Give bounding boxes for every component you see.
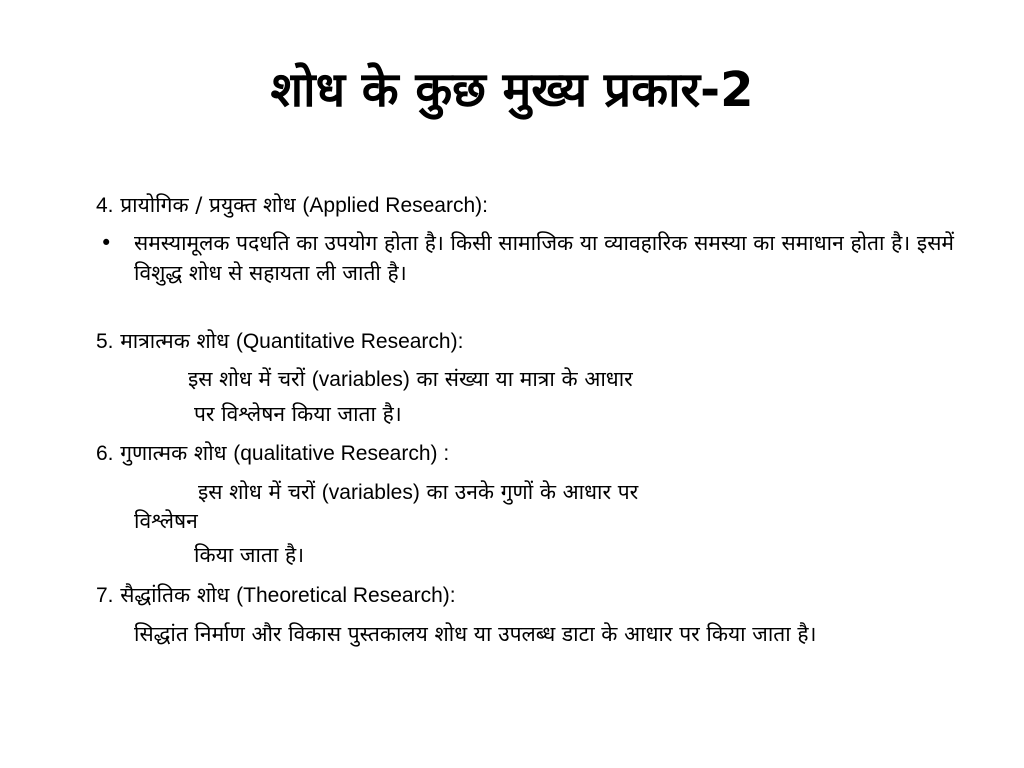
- section-7-name-hi: सैद्धांतिक शोध: [120, 583, 230, 607]
- section-6-line-1-pre: इस शोध में चरों: [198, 480, 316, 504]
- section-5-line-1-pre: इस शोध में चरों: [188, 367, 306, 391]
- section-4-name-en: (Applied Research):: [302, 194, 488, 217]
- section-6-number: 6.: [96, 442, 114, 465]
- section-5-line-1: [188, 364, 633, 395]
- section-6-line-2: विश्लेषन: [134, 509, 198, 533]
- section-6-name-en: (qualitative Research) :: [233, 442, 450, 465]
- section-6-line-1-en: (variables): [321, 481, 420, 504]
- section-7-heading: [96, 580, 456, 611]
- bullet-icon: •: [100, 231, 113, 255]
- section-6-line-1: [198, 477, 638, 508]
- section-5-name-en: (Quantitative Research):: [235, 330, 464, 353]
- section-4-heading: [96, 190, 488, 221]
- section-5-number: 5.: [96, 330, 114, 353]
- section-5-line-1-en: (variables): [311, 368, 410, 391]
- section-6-line-3: किया जाता है।: [194, 543, 305, 567]
- section-5-line-2: पर विश्लेषन किया जाता है।: [194, 402, 402, 426]
- section-5-line-1-post: का संख्या या मात्रा के आधार: [416, 367, 633, 391]
- section-6-line-1-post: का उनके गुणों के आधार पर: [426, 480, 639, 504]
- section-6-heading: [96, 438, 449, 469]
- slide-title: शोध के कुछ मुख्य प्रकार-2: [270, 62, 754, 118]
- section-4-name-hi: प्रायोगिक / प्रयुक्त शोध: [120, 193, 296, 217]
- section-5-heading: [96, 326, 463, 357]
- section-7-name-en: (Theoretical Research):: [236, 584, 456, 607]
- section-6-name-hi: गुणात्मक शोध: [120, 441, 227, 465]
- section-4-number: 4.: [96, 194, 114, 217]
- section-4-body: समस्यामूलक पदधति का उपयोग होता है। किसी सामाजिक या व्यावहारिक समस्या का समाधान होता है। इसमें विशुद्ध शोध से सहायता ली जाती है।: [134, 231, 954, 285]
- section-7-number: 7.: [96, 584, 114, 607]
- section-7-body: सिद्धांत निर्माण और विकास पुस्तकालय शोध या उपलब्ध डाटा के आधार पर किया जाता है।: [134, 622, 817, 646]
- section-5-name-hi: मात्रात्मक शोध: [120, 329, 230, 353]
